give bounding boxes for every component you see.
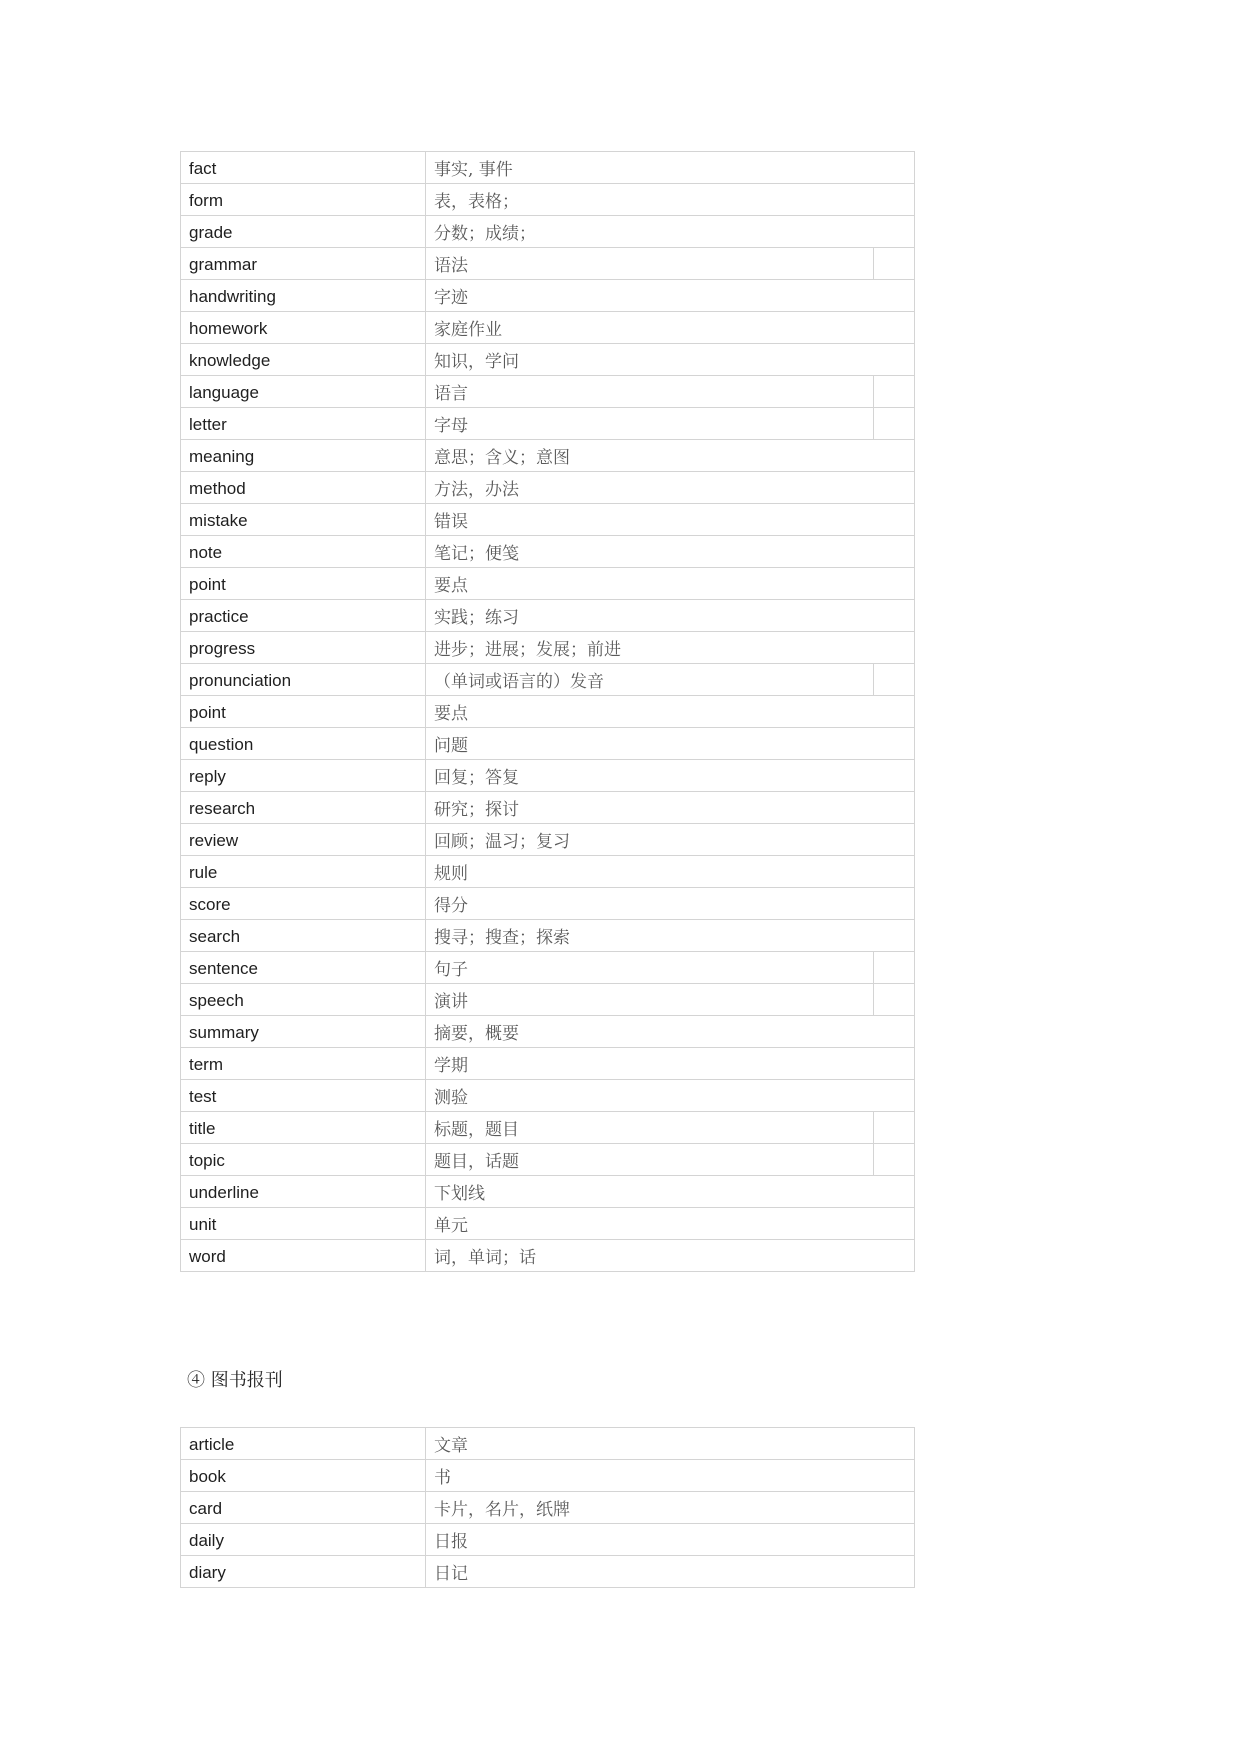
chinese-meaning-cell bbox=[426, 632, 915, 664]
chinese-meaning-text: 字迹 bbox=[434, 288, 468, 308]
table-row bbox=[181, 344, 915, 376]
vocabulary-table-books bbox=[180, 1427, 915, 1588]
chinese-meaning-text: 标题，题目 bbox=[434, 1120, 519, 1140]
table-row bbox=[181, 664, 915, 696]
chinese-meaning-text: 知识，学问 bbox=[434, 352, 519, 372]
chinese-meaning-cell bbox=[426, 952, 915, 984]
chinese-meaning-text: 语法 bbox=[434, 256, 468, 276]
english-word-cell: score bbox=[181, 888, 426, 920]
chinese-meaning-cell bbox=[426, 664, 915, 696]
table-row bbox=[181, 888, 915, 920]
english-word-cell: letter bbox=[181, 408, 426, 440]
table-row bbox=[181, 632, 915, 664]
chinese-meaning-cell bbox=[426, 1460, 915, 1492]
english-word-cell: card bbox=[181, 1492, 426, 1524]
chinese-meaning-text: 实践；练习 bbox=[434, 608, 519, 628]
table-row bbox=[181, 440, 915, 472]
chinese-meaning-text: 单元 bbox=[434, 1216, 468, 1236]
table-row bbox=[181, 1208, 915, 1240]
chinese-meaning-cell bbox=[426, 760, 915, 792]
table-row bbox=[181, 1492, 915, 1524]
chinese-meaning-text: 回复；答复 bbox=[434, 768, 519, 788]
english-word-cell: word bbox=[181, 1240, 426, 1272]
chinese-meaning-cell bbox=[426, 984, 915, 1016]
chinese-meaning-cell bbox=[426, 408, 915, 440]
chinese-meaning-cell bbox=[426, 824, 915, 856]
table-row bbox=[181, 504, 915, 536]
english-word-cell: diary bbox=[181, 1556, 426, 1588]
chinese-meaning-text: 要点 bbox=[434, 704, 468, 724]
chinese-meaning-cell bbox=[426, 536, 915, 568]
chinese-meaning-cell bbox=[426, 1080, 915, 1112]
chinese-meaning-text: 问题 bbox=[434, 736, 468, 756]
chinese-meaning-text: 下划线 bbox=[434, 1184, 485, 1204]
chinese-meaning-text: 题目，话题 bbox=[434, 1152, 519, 1172]
english-word-cell: term bbox=[181, 1048, 426, 1080]
chinese-meaning-text: 错误 bbox=[434, 512, 468, 532]
chinese-meaning-cell bbox=[426, 376, 915, 408]
chinese-meaning-text: 规则 bbox=[434, 864, 468, 884]
chinese-meaning-text: 语言 bbox=[434, 384, 468, 404]
english-word-cell: book bbox=[181, 1460, 426, 1492]
chinese-meaning-text: 日报 bbox=[434, 1532, 468, 1552]
english-word-cell: title bbox=[181, 1112, 426, 1144]
chinese-meaning-cell bbox=[426, 248, 915, 280]
table-row bbox=[181, 1556, 915, 1588]
chinese-meaning-cell bbox=[426, 472, 915, 504]
table-row bbox=[181, 536, 915, 568]
english-word-cell: meaning bbox=[181, 440, 426, 472]
chinese-meaning-text: 词，单词；话 bbox=[434, 1248, 536, 1268]
chinese-meaning-text: 意思；含义；意图 bbox=[434, 448, 570, 468]
vocabulary-table-study bbox=[180, 151, 915, 1272]
english-word-cell: search bbox=[181, 920, 426, 952]
english-word-cell: mistake bbox=[181, 504, 426, 536]
table-row bbox=[181, 1240, 915, 1272]
chinese-meaning-text: 测验 bbox=[434, 1088, 468, 1108]
english-word-cell: question bbox=[181, 728, 426, 760]
chinese-meaning-text: 进步；进展；发展；前进 bbox=[434, 640, 621, 660]
chinese-meaning-cell bbox=[426, 888, 915, 920]
chinese-meaning-text: 搜寻；搜查；探索 bbox=[434, 928, 570, 948]
table-row bbox=[181, 600, 915, 632]
english-word-cell: grade bbox=[181, 216, 426, 248]
chinese-meaning-cell bbox=[426, 856, 915, 888]
chinese-meaning-text: 学期 bbox=[434, 1056, 468, 1076]
table-row bbox=[181, 1460, 915, 1492]
chinese-meaning-text: 演讲 bbox=[434, 992, 468, 1012]
chinese-meaning-text: 文章 bbox=[434, 1436, 468, 1456]
table-row bbox=[181, 696, 915, 728]
chinese-meaning-text: 家庭作业 bbox=[434, 320, 502, 340]
english-word-cell: sentence bbox=[181, 952, 426, 984]
table-row bbox=[181, 1176, 915, 1208]
cell-divider bbox=[873, 248, 874, 279]
english-word-cell: point bbox=[181, 696, 426, 728]
table-row bbox=[181, 312, 915, 344]
table-row bbox=[181, 216, 915, 248]
chinese-meaning-cell bbox=[426, 1556, 915, 1588]
table-row bbox=[181, 184, 915, 216]
vocabulary-table-body bbox=[181, 1428, 915, 1588]
chinese-meaning-cell bbox=[426, 184, 915, 216]
chinese-meaning-cell bbox=[426, 1208, 915, 1240]
english-word-cell: method bbox=[181, 472, 426, 504]
cell-divider bbox=[873, 664, 874, 695]
chinese-meaning-text: 摘要，概要 bbox=[434, 1024, 519, 1044]
chinese-meaning-cell bbox=[426, 1176, 915, 1208]
chinese-meaning-cell bbox=[426, 696, 915, 728]
chinese-meaning-cell bbox=[426, 792, 915, 824]
vocabulary-table-body bbox=[181, 152, 915, 1272]
chinese-meaning-text: 事实, 事件 bbox=[434, 160, 513, 180]
english-word-cell: homework bbox=[181, 312, 426, 344]
chinese-meaning-text: 回顾；温习；复习 bbox=[434, 832, 570, 852]
english-word-cell: test bbox=[181, 1080, 426, 1112]
chinese-meaning-cell bbox=[426, 312, 915, 344]
chinese-meaning-text: 卡片，名片，纸牌 bbox=[434, 1500, 570, 1520]
english-word-cell: form bbox=[181, 184, 426, 216]
chinese-meaning-text: （单词或语言的）发音 bbox=[434, 672, 604, 692]
table-row bbox=[181, 248, 915, 280]
chinese-meaning-cell bbox=[426, 1524, 915, 1556]
chinese-meaning-cell bbox=[426, 1492, 915, 1524]
chinese-meaning-cell bbox=[426, 1016, 915, 1048]
table-row bbox=[181, 792, 915, 824]
table-row bbox=[181, 472, 915, 504]
table-row bbox=[181, 920, 915, 952]
english-word-cell: unit bbox=[181, 1208, 426, 1240]
table-row bbox=[181, 984, 915, 1016]
chinese-meaning-text: 要点 bbox=[434, 576, 468, 596]
chinese-meaning-cell bbox=[426, 440, 915, 472]
english-word-cell: underline bbox=[181, 1176, 426, 1208]
table-row bbox=[181, 152, 915, 184]
english-word-cell: note bbox=[181, 536, 426, 568]
chinese-meaning-cell bbox=[426, 728, 915, 760]
cell-divider bbox=[873, 408, 874, 439]
english-word-cell: language bbox=[181, 376, 426, 408]
cell-divider bbox=[873, 1112, 874, 1143]
table-row bbox=[181, 1428, 915, 1460]
chinese-meaning-text: 笔记；便笺 bbox=[434, 544, 519, 564]
cell-divider bbox=[873, 376, 874, 407]
chinese-meaning-cell bbox=[426, 1240, 915, 1272]
english-word-cell: speech bbox=[181, 984, 426, 1016]
chinese-meaning-cell bbox=[426, 1428, 915, 1460]
english-word-cell: practice bbox=[181, 600, 426, 632]
english-word-cell: pronunciation bbox=[181, 664, 426, 696]
table-row bbox=[181, 760, 915, 792]
table-row bbox=[181, 408, 915, 440]
chinese-meaning-cell bbox=[426, 344, 915, 376]
chinese-meaning-cell bbox=[426, 280, 915, 312]
chinese-meaning-cell bbox=[426, 216, 915, 248]
english-word-cell: rule bbox=[181, 856, 426, 888]
chinese-meaning-text: 表，表格； bbox=[434, 192, 519, 212]
chinese-meaning-cell bbox=[426, 920, 915, 952]
table-row bbox=[181, 856, 915, 888]
chinese-meaning-text: 句子 bbox=[434, 960, 468, 980]
english-word-cell: grammar bbox=[181, 248, 426, 280]
english-word-cell: progress bbox=[181, 632, 426, 664]
table-row bbox=[181, 1016, 915, 1048]
table-row bbox=[181, 1080, 915, 1112]
table-row bbox=[181, 1048, 915, 1080]
chinese-meaning-cell bbox=[426, 568, 915, 600]
table-row bbox=[181, 1112, 915, 1144]
table-row bbox=[181, 728, 915, 760]
english-word-cell: research bbox=[181, 792, 426, 824]
table-row bbox=[181, 1524, 915, 1556]
chinese-meaning-cell bbox=[426, 600, 915, 632]
chinese-meaning-text: 分数；成绩； bbox=[434, 224, 536, 244]
chinese-meaning-text: 得分 bbox=[434, 896, 468, 916]
table-row bbox=[181, 280, 915, 312]
chinese-meaning-cell bbox=[426, 504, 915, 536]
english-word-cell: knowledge bbox=[181, 344, 426, 376]
chinese-meaning-text: 研究；探讨 bbox=[434, 800, 519, 820]
english-word-cell: point bbox=[181, 568, 426, 600]
chinese-meaning-cell bbox=[426, 1048, 915, 1080]
english-word-cell: article bbox=[181, 1428, 426, 1460]
chinese-meaning-cell bbox=[426, 152, 915, 184]
chinese-meaning-text: 日记 bbox=[434, 1564, 468, 1584]
chinese-meaning-text: 方法，办法 bbox=[434, 480, 519, 500]
table-row bbox=[181, 952, 915, 984]
table-row bbox=[181, 568, 915, 600]
english-word-cell: topic bbox=[181, 1144, 426, 1176]
section-heading-books: ④ 图书报刊 bbox=[187, 1370, 283, 1391]
table-row bbox=[181, 824, 915, 856]
chinese-meaning-text: 书 bbox=[434, 1468, 451, 1488]
english-word-cell: summary bbox=[181, 1016, 426, 1048]
cell-divider bbox=[873, 952, 874, 983]
english-word-cell: daily bbox=[181, 1524, 426, 1556]
chinese-meaning-cell bbox=[426, 1144, 915, 1176]
chinese-meaning-cell bbox=[426, 1112, 915, 1144]
english-word-cell: review bbox=[181, 824, 426, 856]
english-word-cell: reply bbox=[181, 760, 426, 792]
english-word-cell: fact bbox=[181, 152, 426, 184]
english-word-cell: handwriting bbox=[181, 280, 426, 312]
cell-divider bbox=[873, 1144, 874, 1175]
chinese-meaning-text: 字母 bbox=[434, 416, 468, 436]
table-row bbox=[181, 376, 915, 408]
cell-divider bbox=[873, 984, 874, 1015]
table-row bbox=[181, 1144, 915, 1176]
